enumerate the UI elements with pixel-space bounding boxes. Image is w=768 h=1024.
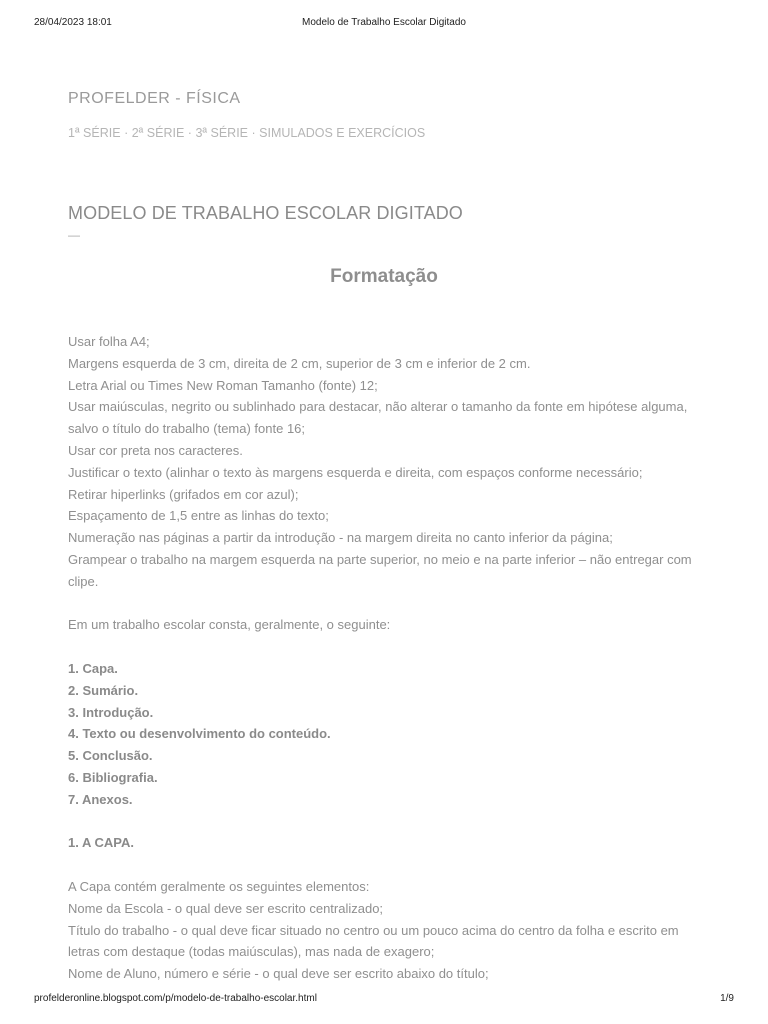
capa-heading: 1. A CAPA. — [68, 835, 134, 851]
capa-line: Nome de Aluno, número e série - o qual deve ser escrito abaixo do título; — [68, 966, 489, 982]
intro-line: Em um trabalho escolar consta, geralmente, o seguinte: — [68, 617, 391, 633]
formatting-line: Justificar o texto (alinhar o texto às margens esquerda e direita, com espaços conforme necessário; — [68, 464, 643, 480]
capa-line: A Capa contém geralmente os seguintes elementos: — [68, 878, 370, 894]
print-footer — [34, 993, 734, 1007]
structure-item: 5. Conclusão. — [68, 748, 153, 764]
formatting-line: salvo o título do trabalho (tema) fonte 16; — [68, 421, 306, 437]
site-title[interactable]: PROFELDER - FÍSICA — [68, 90, 241, 107]
structure-item: 1. Capa. — [68, 660, 118, 676]
formatting-line: Espaçamento de 1,5 entre as linhas do texto; — [68, 508, 329, 524]
formatting-line: Letra Arial ou Times New Roman Tamanho (fonte) 12; — [68, 377, 378, 393]
print-header — [34, 17, 734, 31]
formatting-line: Usar folha A4; — [68, 334, 150, 349]
structure-item: 7. Anexos. — [68, 791, 133, 807]
print-page-number: 1/9 — [720, 993, 734, 1004]
title-dash: — — [68, 228, 80, 242]
structure-item: 2. Sumário. — [68, 682, 139, 698]
nav-link-1-serie[interactable]: 1ª SÉRIE — [68, 126, 121, 140]
structure-item: 6. Bibliografia. — [68, 769, 158, 785]
nav-link-3-serie[interactable]: 3ª SÉRIE — [195, 126, 249, 140]
post-title: MODELO DE TRABALHO ESCOLAR DIGITADO — [68, 203, 463, 223]
capa-line: Nome da Escola - o qual deve ser escrito centralizado; — [68, 900, 384, 916]
section-heading: Formatação — [330, 266, 438, 287]
print-datetime: 28/04/2023 18:01 — [34, 17, 112, 28]
formatting-line: Numeração nas páginas a partir da introdução - na margem direita no canto inferior da página; — [68, 530, 613, 546]
formatting-line: Usar cor preta nos caracteres. — [68, 442, 243, 458]
formatting-line: Grampear o trabalho na margem esquerda na parte superior, no meio e na parte inferior – não entregar com — [68, 551, 692, 567]
capa-line: letras com destaque (todas maiúsculas), mas nada de exagero; — [68, 944, 435, 960]
nav-separator: · — [251, 126, 256, 140]
formatting-line: Usar maiúsculas, negrito ou sublinhado para destacar, não alterar o tamanho da fonte em hipótese alguma, — [68, 399, 688, 415]
structure-item: 3. Introdução. — [68, 704, 154, 720]
print-url: profelderonline.blogspot.com/p/modelo-de-trabalho-escolar.html — [34, 993, 317, 1004]
formatting-line: Margens esquerda de 3 cm, direita de 2 cm, superior de 3 cm e inferior de 2 cm. — [68, 355, 531, 371]
formatting-line: Retirar hiperlinks (grifados em cor azul); — [68, 486, 299, 502]
nav-separator: · — [187, 126, 192, 140]
formatting-line: clipe. — [68, 573, 99, 589]
post-body — [68, 331, 708, 985]
nav-separator: · — [124, 126, 129, 140]
site-nav — [68, 126, 425, 140]
structure-item: 4. Texto ou desenvolvimento do conteúdo. — [68, 726, 331, 742]
capa-line: Título do trabalho - o qual deve ficar situado no centro ou um pouco acima do centro da folha e escrito em — [68, 922, 679, 938]
nav-link-2-serie[interactable]: 2ª SÉRIE — [131, 126, 185, 140]
nav-link-simulados[interactable]: SIMULADOS E EXERCÍCIOS — [259, 126, 426, 140]
print-doc-title: Modelo de Trabalho Escolar Digitado — [302, 17, 466, 28]
